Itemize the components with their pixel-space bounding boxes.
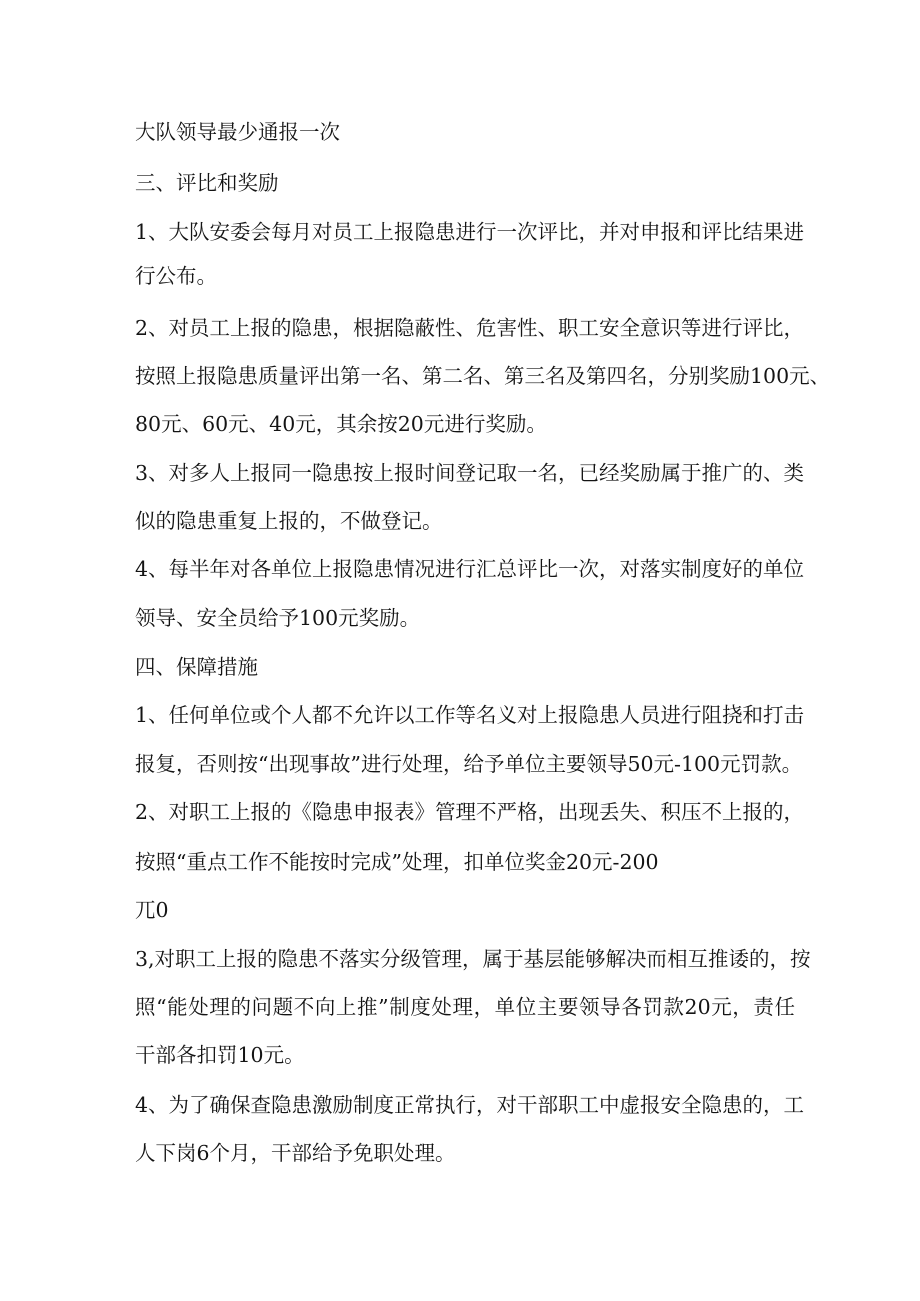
- text-line: 3,对职工上报的隐患不落实分级管理，属于基层能够解决而相互推诿的，按: [135, 947, 811, 971]
- text-line: 领导、安全员给予100元奖励。: [135, 606, 421, 630]
- text-line: 4、为了确保查隐患激励制度正常执行，对干部职工中虚报安全隐患的，工: [135, 1093, 805, 1117]
- text-line: 行公布。: [135, 264, 217, 288]
- text-line: 照“能处理的问题不向上推”制度处理，单位主要领导各罚款20元，责任: [135, 995, 795, 1019]
- section-heading: 三、评比和奖励: [135, 171, 279, 195]
- text-line: 按照“重点工作不能按时完成”处理，扣单位奖金20元-200: [135, 850, 659, 874]
- text-line: 1、任何单位或个人都不允许以工作等名义对上报隐患人员进行阻挠和打击: [135, 703, 805, 727]
- text-line: 2、对职工上报的《隐患申报表》管理不严格，出现丢失、积压不上报的，: [135, 800, 805, 824]
- text-line: 大队领导最少通报一次: [135, 120, 340, 144]
- text-line: 1、大队安委会每月对员工上报隐患进行一次评比，并对申报和评比结果进: [135, 220, 805, 244]
- text-line: 按照上报隐患质量评出第一名、第二名、第三名及第四名，分别奖励100元、: [135, 364, 831, 388]
- text-line: 4、每半年对各单位上报隐患情况进行汇总评比一次，对落实制度好的单位: [135, 557, 805, 581]
- text-line: 似的隐患重复上报的，不做登记。: [135, 509, 443, 533]
- text-line: 报复，否则按“出现事故”进行处理，给予单位主要领导50元-100元罚款。: [135, 752, 803, 776]
- text-line: 干部各扣罚10元。: [135, 1043, 305, 1067]
- text-line: 兀0: [135, 898, 169, 922]
- text-line: 80元、60元、40元，其余按20元进行奖励。: [135, 412, 547, 436]
- text-line: 3、对多人上报同一隐患按上报时间登记取一名，已经奖励属于推广的、类: [135, 461, 805, 485]
- text-line: 2、对员工上报的隐患，根据隐蔽性、危害性、职工安全意识等进行评比，: [135, 316, 805, 340]
- section-heading: 四、保障措施: [135, 655, 258, 679]
- text-line: 人下岗6个月，干部给予免职处理。: [135, 1141, 456, 1165]
